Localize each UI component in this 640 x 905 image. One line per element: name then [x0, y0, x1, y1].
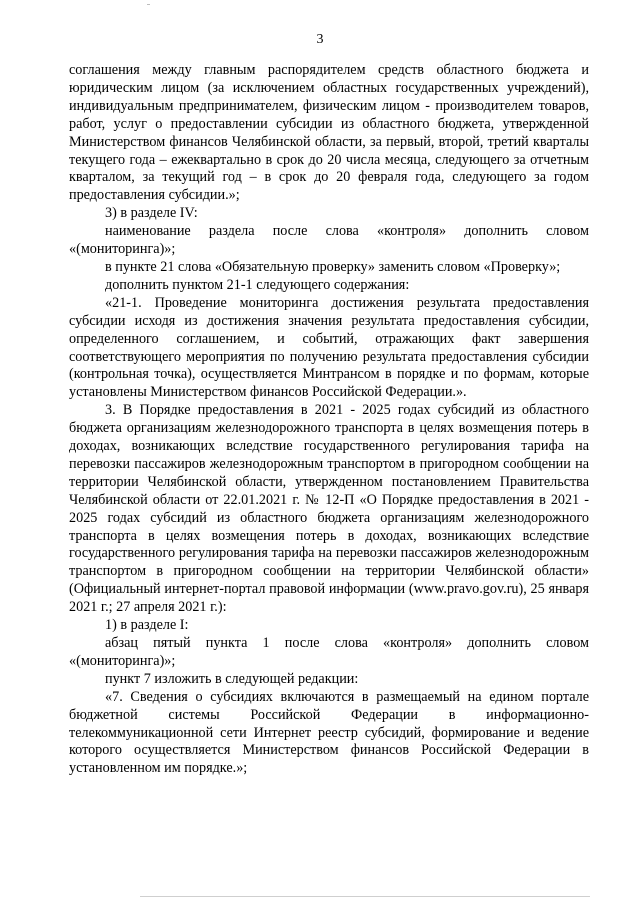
scan-artifact — [147, 4, 150, 5]
bottom-rule — [140, 896, 590, 897]
paragraph-section-i: 1) в разделе I: — [105, 617, 189, 634]
paragraph-section-iv: 3) в разделе IV: — [105, 205, 198, 222]
paragraph-add-21-1: дополнить пунктом 21-1 следующего содержания: — [105, 276, 410, 293]
document-body — [69, 62, 589, 778]
paragraph-section-name: наименование раздела после слова «контроля» дополнить словом «(мониторинга)»; — [69, 223, 589, 258]
paragraph-item-21: в пункте 21 слова «Обязательную проверку» заменить словом «Проверку»; — [105, 258, 561, 275]
paragraph-abzac-5: абзац пятый пункта 1 после слова «контроля» дополнить словом «(мониторинга)»; — [69, 635, 589, 669]
paragraph-agreement-tail: соглашения между главным распорядителем средств областного бюджета и юридическим лицом (за исключением областных государственных учреждений), индивидуальным предпринимателем, физическим лицом - производителем товаров, работ, услуг о предоставлении субсидии из областного бюджета, утвержденной Министерством финансов Челябинской области, за первый, второй, третий кварталы текущего года – ежеквартально в срок до 20 числа месяца, следующего за отчетным кварталом, за текущий год – в срок до 20 февраля года, следующего за годом предоставления субсидии.»; — [69, 62, 589, 204]
paragraph-item-7-text: «7. Сведения о субсидиях включаются в размещаемый на едином портале бюджетной системы Российской Федерации в информационно-телекоммуникационной сети Интернет реестр субсидий, формирование и ведение которого осуществляется Министерством финансов Российской Федерации в установленном им порядке.»; — [69, 688, 589, 777]
paragraph-21-1-text: «21-1. Проведение мониторинга достижения результата предоставления субсидии исходя из достижения значения результата предоставления субсидии, определенного соглашением, и событий, отражающих факт завершения соответствующего мероприятия по получению результата предоставления субсидии (контрольная точка), осуществляется Минтрансом в порядке и по формам, которые установлены Министерством финансов Российской Федерации.». — [69, 294, 589, 401]
paragraph-item-7-intro: пункт 7 изложить в следующей редакции: — [105, 670, 359, 687]
page-number: 3 — [316, 32, 324, 47]
paragraph-procedure-3: 3. В Порядке предоставления в 2021 - 2025 годах субсидий из областного бюджета организациям железнодорожного транспорта в целях возмещения потерь в доходах, возникающих вследствие государственного регулирования тарифа на перевозки пассажиров железнодорожным транспортом в пригородном сообщении на территории Челябинской области, утвержденном постановлением Правительства Челябинской области от 22.01.2021 г. № 12-П «О Порядке предоставления в 2021 - 2025 годах субсидий из областного бюджета организациям железнодорожного транспорта в целях возмещения потерь в доходах, возникающих вследствие государственного регулирования тарифа на перевозки пассажиров железнодорожным транспортом в пригородном сообщении на территории Челябинской области» (Официальный интернет-портал правовой информации (www.pravo.gov.ru), 25 января 2021 г.; 27 апреля 2021 г.): — [69, 402, 589, 616]
